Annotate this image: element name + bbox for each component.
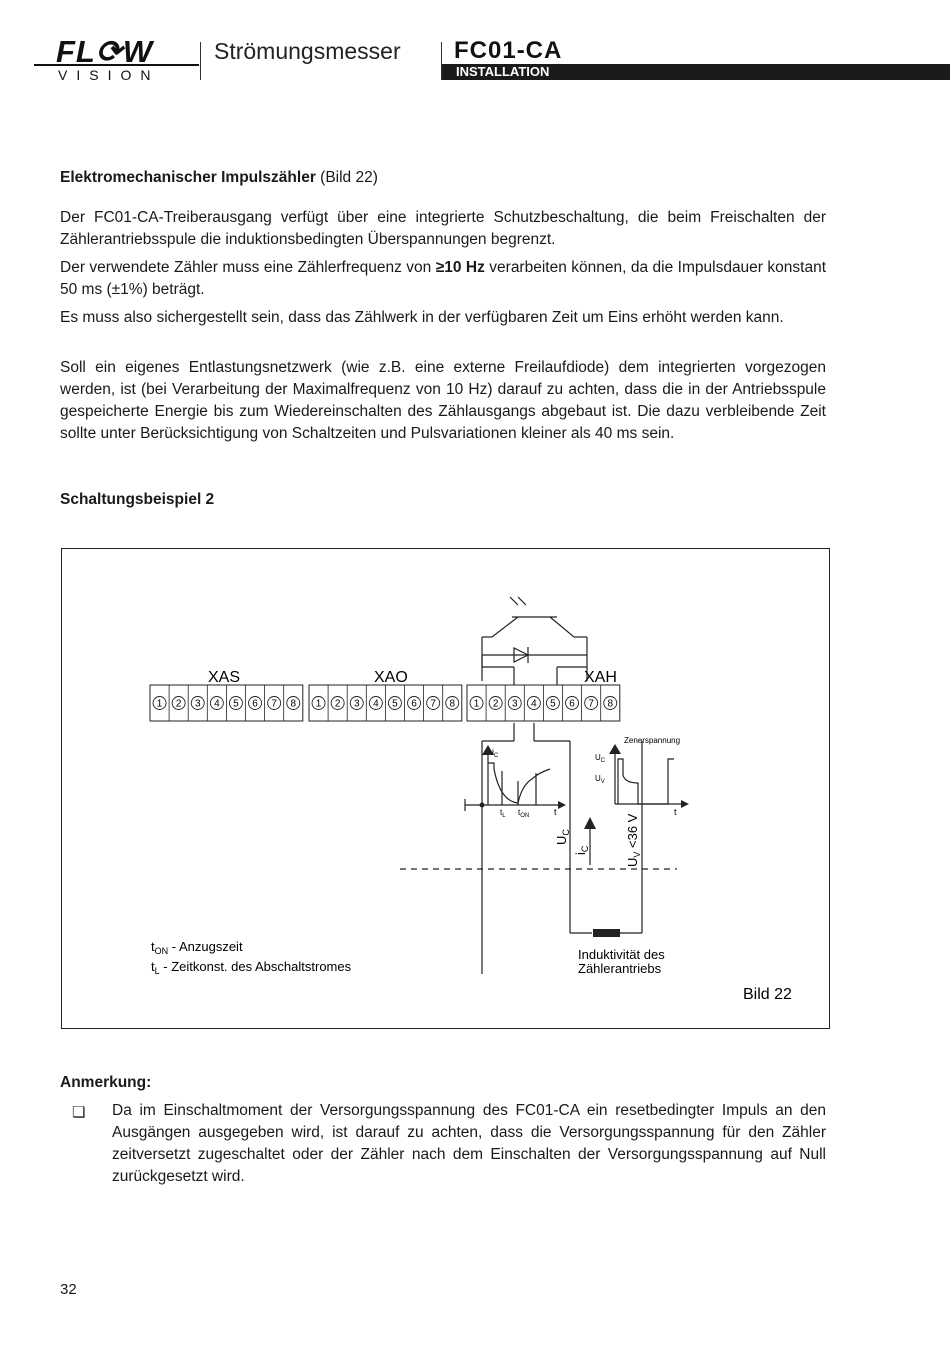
- arrow-head: [609, 744, 621, 754]
- inductor-label-line2: Zählerantriebs: [578, 961, 662, 976]
- terminal-number: 6: [569, 698, 575, 710]
- light-arrow: [518, 597, 526, 605]
- header-product-name: Strömungsmesser: [214, 38, 401, 64]
- block-label-xao: XAO: [374, 669, 408, 686]
- subheading: Schaltungsbeispiel 2: [60, 491, 215, 508]
- terminal-number: 6: [252, 698, 258, 710]
- terminal-number: 3: [511, 698, 518, 710]
- header-section-label: INSTALLATION: [456, 64, 550, 79]
- paragraph-3: Es muss also sichergestellt sein, dass das Zählwerk in der verfügbaren Zeit um Eins erhöht werden kann.: [60, 309, 784, 326]
- legend-tl: $t_L$ - Zeitkonst. des Abschaltstromes: [151, 959, 352, 976]
- terminal-number: 5: [392, 698, 398, 710]
- terminal-number: 4: [531, 698, 537, 710]
- inductor-symbol: [593, 929, 620, 937]
- graph-ic-label: $i_C$: [492, 747, 499, 759]
- logo-wordmark: FL⟳W: [56, 34, 154, 69]
- header-separator: [200, 42, 201, 80]
- legend-ton: $t_{ON}$ - Anzugszeit: [151, 939, 243, 956]
- zener-label: Zenerspannung: [624, 736, 681, 745]
- logo-subtext: VISION: [58, 67, 160, 83]
- arrow-head: [558, 801, 566, 809]
- paragraph-1: Der FC01-CA-Treiberausgang verfügt über eine integrierte Schutzbeschaltung, die beim Freischalten der Zählerantriebsspule die induktionsbedingten Überspannungen begrenzt.: [60, 209, 826, 248]
- terminal-number: 1: [473, 698, 480, 710]
- terminal-number: 2: [175, 698, 182, 710]
- uv-max-label: $U_V <36$ V: [625, 813, 642, 867]
- terminal-number: 1: [156, 698, 163, 710]
- note-text: Da im Einschaltmoment der Versorgungsspannung des FC01-CA ein resetbedingter Impuls an den Ausgängen ausgegeben wird, ist darauf zu achten, dass die Versorgungsspannung für den Zähler zeitversetzt zugeschaltet oder der Zähler nach dem Einschalten der Versorgungsspannung auf Null zurückgesetzt wird.: [112, 1102, 826, 1185]
- terminal-number: 8: [290, 698, 297, 710]
- terminal-number: 5: [233, 698, 239, 710]
- wiring-diagram: [62, 549, 831, 1030]
- graph-uc-label: $U_C$: [595, 753, 606, 764]
- terminal-number: 7: [588, 698, 594, 710]
- uc-label: $U_C$: [554, 829, 571, 845]
- graph-tl-label: $t_L$: [500, 808, 506, 819]
- graph-uv-label: $U_V$: [595, 774, 605, 785]
- graph-t-label: t: [674, 807, 677, 817]
- terminal-number: 5: [550, 698, 556, 710]
- transistor-emitter-lead: [492, 617, 518, 637]
- block-label-xah: XAH: [584, 669, 617, 686]
- junction-dot: [480, 803, 485, 808]
- paragraph-4: Soll ein eigenes Entlastungsnetzwerk (wie z.B. eine externe Freilaufdiode) dem integrierten vorgezogen werden, ist (bei Verarbeitung der Maximalfrequenz von 10 Hz) darauf zu achten, dass die in der Antriebsspule gespeicherte Energie bis zum Wiedereinschalten des Zählausgangs abgebaut ist. Die dazu verbleibende Zeit sollte unter Berücksichtigung von Schaltzeiten und Pulsvariationen kleiner als 40 ms sein.: [60, 359, 826, 442]
- terminal-number: 7: [271, 698, 277, 710]
- terminal-number: 8: [449, 698, 456, 710]
- ic-label: $i_C$: [573, 845, 590, 855]
- terminal-number: 8: [607, 698, 614, 710]
- note-heading: Anmerkung:: [60, 1074, 152, 1091]
- flowvision-logo: [34, 34, 199, 84]
- terminal-number: 1: [315, 698, 322, 710]
- figure-frame: [61, 548, 830, 1029]
- checkbox-bullet-icon: ❏: [72, 1104, 86, 1121]
- section-heading: Elektromechanischer Impulszähler (Bild 22): [60, 169, 378, 186]
- terminal-number: 2: [492, 698, 499, 710]
- terminal-number: 3: [194, 698, 201, 710]
- graph-t-label: t: [554, 807, 557, 817]
- header-model: FC01-CA: [454, 37, 563, 64]
- current-arrow-head: [584, 817, 596, 829]
- transistor-collector-lead: [550, 617, 574, 637]
- current-curve: [488, 763, 550, 803]
- terminal-number: 4: [373, 698, 379, 710]
- paragraph-2: Der verwendete Zähler muss eine Zählerfrequenz von ≥10 Hz verarbeiten können, da die Impulsdauer konstant 50 ms (±1%) beträgt.: [60, 259, 826, 298]
- light-arrow: [510, 597, 518, 605]
- figure-caption: Bild 22: [743, 986, 792, 1003]
- block-label-xas: XAS: [208, 669, 241, 686]
- graph-ton-label: $t_{ON}$: [518, 808, 530, 819]
- inductor-label-line1: Induktivität des: [578, 947, 665, 962]
- terminal-number: 6: [411, 698, 417, 710]
- terminal-number: 4: [214, 698, 220, 710]
- terminal-number: 2: [334, 698, 341, 710]
- terminal-number: 3: [353, 698, 360, 710]
- arrow-head: [681, 800, 689, 808]
- terminal-number: 7: [430, 698, 436, 710]
- voltage-curve: [618, 759, 674, 804]
- page-number: 32: [60, 1281, 77, 1298]
